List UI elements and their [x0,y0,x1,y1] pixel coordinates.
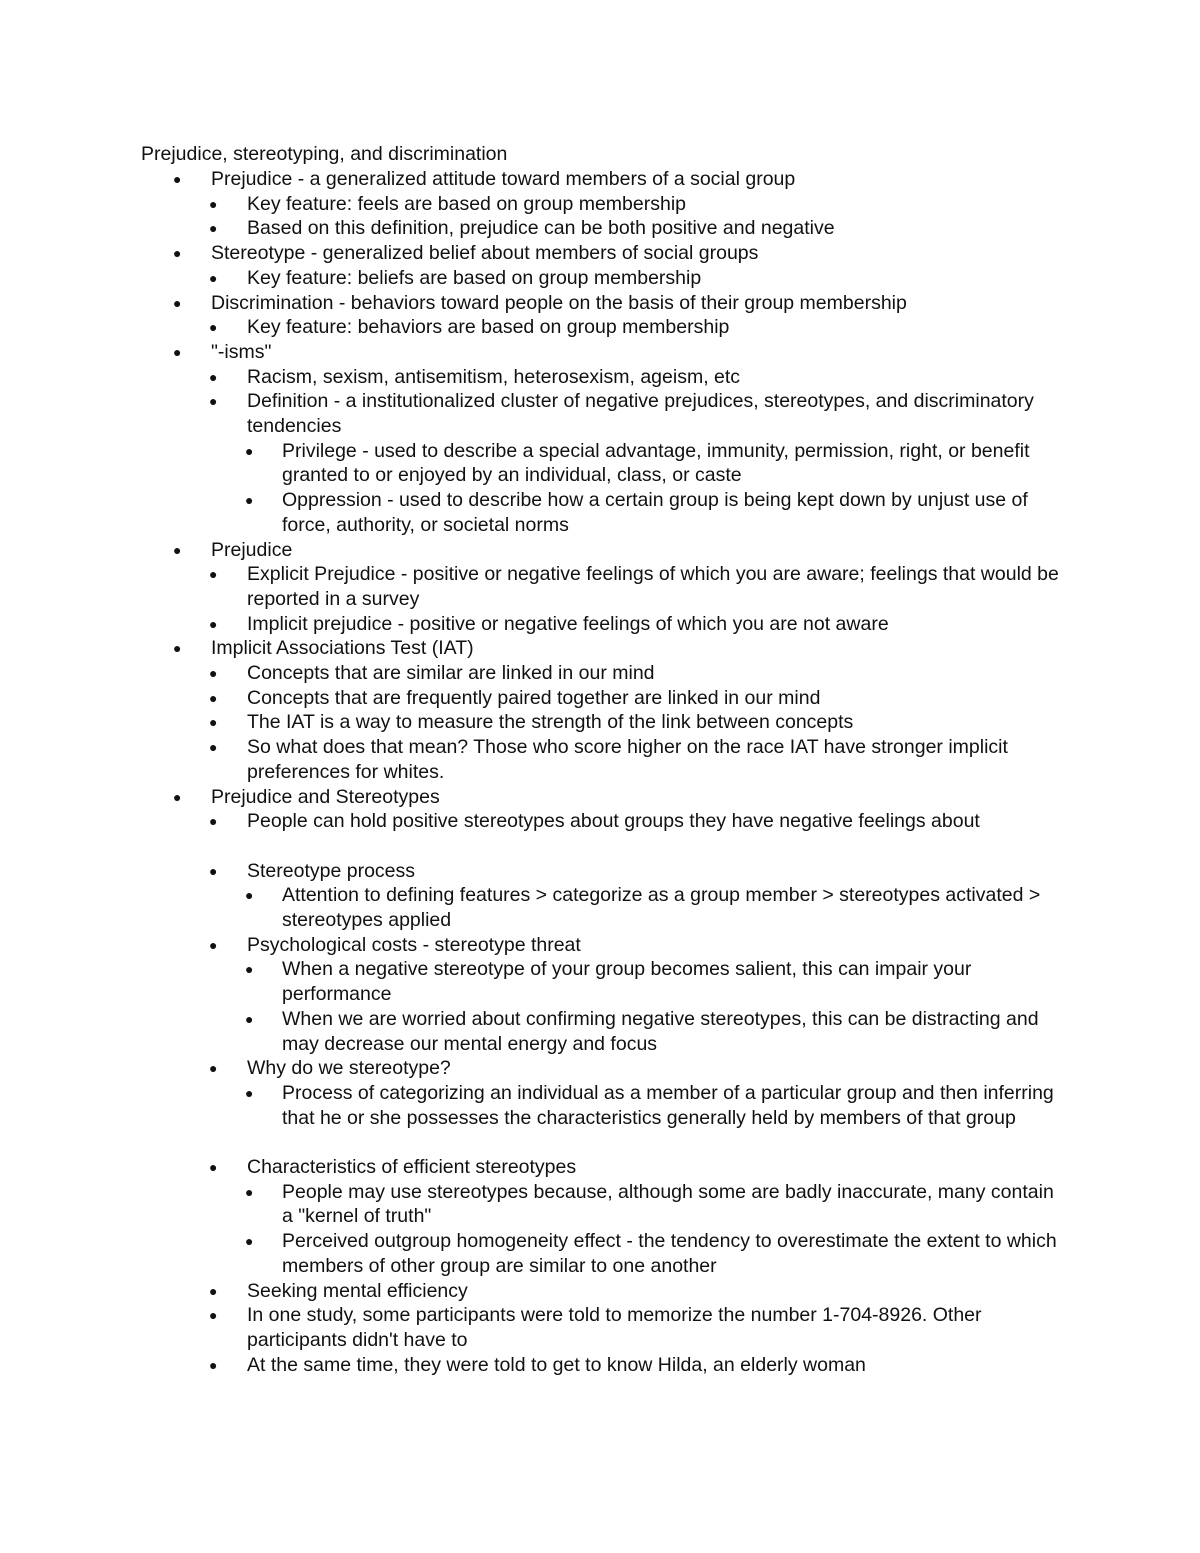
bullet-icon: ● [209,714,218,731]
bullet-icon: ● [209,368,218,385]
outline-item-level-1: Prejudice - a generalized attitude toward members of a social group [211,168,796,190]
bullet-icon: ● [245,492,254,509]
outline-item-level-3: Oppression - used to describe how a certain group is being kept down by unjust use of force, authority, or societal norms [282,489,1028,536]
bullet-icon: ● [209,393,218,410]
outline-item-level-3: Process of categorizing an individual as a member of a particular group and then inferring that he or she possesses the characteristics generally held by members of that group [282,1081,1054,1129]
outline-item-level-2: Key feature: behaviors are based on group membership [247,316,730,339]
outline-item-level-2: Definition - a institutionalized cluster of negative prejudices, stereotypes, and discriminatory tendencies [247,390,1034,437]
bullet-icon: ● [209,195,218,212]
bullet-icon: ● [245,1084,254,1101]
outline-item-level-2: Stereotype process [247,859,416,882]
bullet-icon: ● [209,319,218,336]
bullet-icon: ● [245,961,254,978]
outline-item-level-2: At the same time, they were told to get to know Hilda, an elderly woman [247,1353,866,1376]
bullet-icon: ● [209,220,218,237]
outline-item-level-3: Attention to defining features > categorize as a group member > stereotypes activated > stereotypes applied [282,884,1041,931]
bullet-icon: ● [209,689,218,706]
outline-item-level-2: People can hold positive stereotypes about groups they have negative feelings about [247,810,980,833]
outline-item-level-1: Stereotype - generalized belief about members of social groups [211,242,759,265]
outline-item-level-2: Explicit Prejudice - positive or negative feelings of which you are aware; feelings that would be reported in a survey [247,563,1059,610]
outline-item-level-2: In one study, some participants were told to memorize the number 1-704-8926. Other participants didn't have to [247,1304,982,1351]
bullet-icon: ● [173,640,182,657]
bullet-icon: ● [173,294,182,311]
bullet-icon: ● [209,1356,218,1373]
bullet-icon: ● [209,1307,218,1324]
outline-item-level-3: Privilege - used to describe a special advantage, immunity, permission, right, or benefit granted to or enjoyed by an individual, class, or caste [282,439,1030,487]
bullet-icon: ● [209,936,218,953]
bullet-icon: ● [209,1159,218,1175]
outline-item-level-2: Seeking mental efficiency [247,1279,468,1302]
bullet-icon: ● [209,1060,218,1077]
bullet-icon: ● [245,887,254,904]
outline-item-level-2: Why do we stereotype? [247,1057,451,1080]
bullet-icon: ● [245,1183,254,1200]
bullet-icon: ● [209,862,218,879]
outline-item-level-2: Key feature: feels are based on group membership [247,192,687,215]
bullet-icon: ● [209,566,218,583]
bullet-icon: ● [245,1010,254,1027]
document-title: Prejudice, stereotyping, and discrimination [141,143,508,165]
bullet-icon: ● [245,1233,254,1250]
bullet-icon: ● [209,665,218,681]
outline-item-level-1: Discrimination - behaviors toward people on the basis of their group membership [211,291,907,314]
outline-item-level-1: Prejudice [211,538,293,561]
outline-item-level-2: Racism, sexism, antisemitism, heterosexism, ageism, etc [247,365,741,388]
outline-item-level-2: So what does that mean? Those who score higher on the race IAT have stronger implicit preferences for whites. [247,736,1008,783]
bullet-icon: ● [173,245,182,262]
bullet-icon: ● [209,269,218,286]
outline-item-level-1: Prejudice and Stereotypes [211,785,440,808]
bullet-icon: ● [245,442,254,459]
bullet-icon: ● [173,171,182,187]
outline-item-level-3: People may use stereotypes because, although some are badly inaccurate, many contain a "kernel of truth" [282,1180,1054,1228]
outline-item-level-2: Based on this definition, prejudice can be both positive and negative [247,217,835,240]
outline-item-level-2: Concepts that are similar are linked in our mind [247,662,655,684]
outline-item-level-2: Implicit prejudice - positive or negative feelings of which you are not aware [247,612,889,635]
outline-item-level-3: When a negative stereotype of your group becomes salient, this can impair your performance [282,958,972,1006]
bullet-icon: ● [209,1282,218,1299]
outline-item-level-3: When we are worried about confirming negative stereotypes, this can be distracting and may decrease our mental energy and focus [282,1007,1039,1055]
outline-item-level-2: Concepts that are frequently paired together are linked in our mind [247,686,821,709]
outline-item-level-3: Perceived outgroup homogeneity effect - the tendency to overestimate the extent to which members of other group are similar to one another [282,1230,1057,1277]
outline-item-level-1: "-isms" [211,340,272,363]
outline-item-level-1: Implicit Associations Test (IAT) [211,637,474,660]
outline-item-level-2: Key feature: beliefs are based on group membership [247,266,702,289]
bullet-icon: ● [209,739,218,756]
bullet-icon: ● [209,615,218,632]
outline-item-level-2: Psychological costs - stereotype threat [247,933,581,956]
bullet-icon: ● [209,813,218,830]
outline-item-level-2: The IAT is a way to measure the strength of the link between concepts [247,711,854,734]
bullet-icon: ● [173,343,182,360]
bullet-icon: ● [173,541,182,558]
bullet-icon: ● [173,788,182,805]
outline-item-level-2: Characteristics of efficient stereotypes [247,1156,577,1178]
